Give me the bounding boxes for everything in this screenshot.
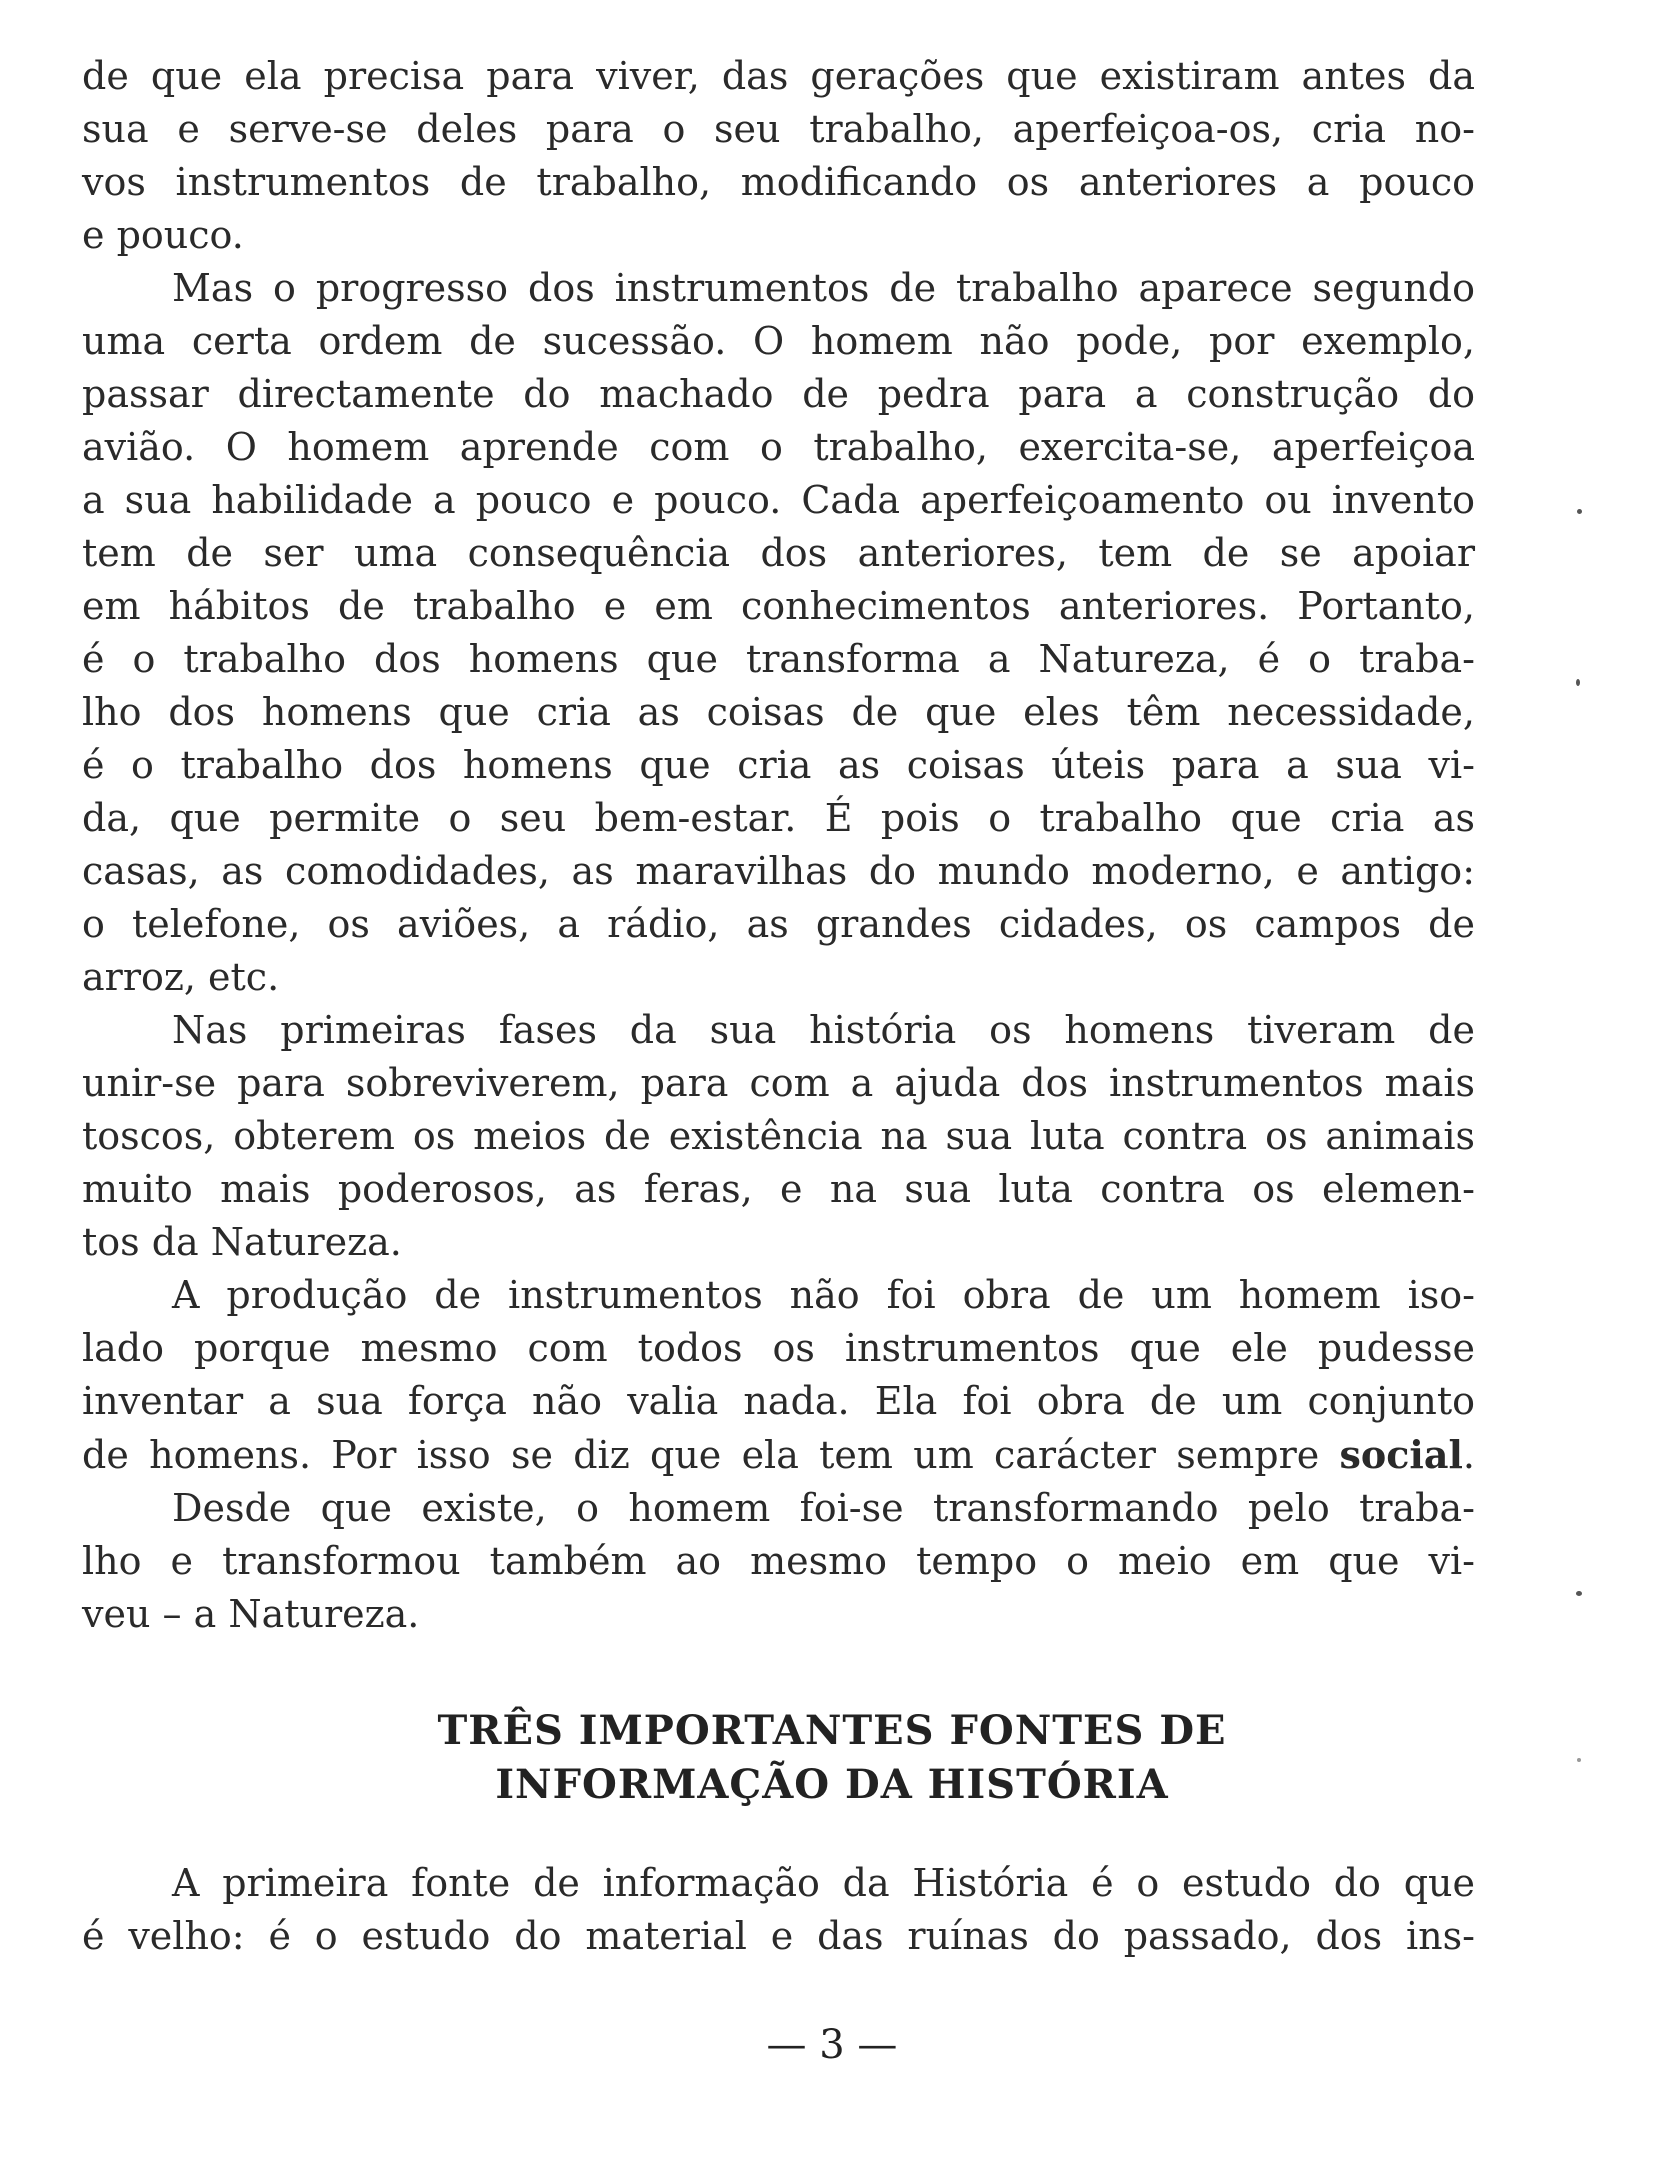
text-line: passar directamente do machado de pedra para a construção do [82,372,1475,416]
text-line: de que ela precisa para viver, das gerações que existiram antes da [82,54,1475,98]
text-line: muito mais poderosos, as feras, e na sua luta contra os elemen- [82,1167,1475,1211]
text-line: toscos, obterem os meios de existência na sua luta contra os animais [82,1114,1475,1158]
text-line-social [82,1428,1475,1482]
text-line: em hábitos de trabalho e em conhecimentos anteriores. Portanto, [82,584,1475,628]
heading-line-2: INFORMAÇÃO DA HISTÓRIA [495,1761,1169,1808]
text-line: arroz, etc. [82,955,280,999]
text-line: tem de ser uma consequência dos anteriores, tem de se apoiar [82,531,1475,575]
print-speck [1577,1758,1581,1762]
text-line: lho e transformou também ao mesmo tempo o meio em que vi- [82,1539,1475,1583]
text-line: Nas primeiras fases da sua história os homens tiveram de [172,1008,1475,1052]
heading-line-1: TRÊS IMPORTANTES FONTES DE [437,1707,1227,1754]
section-heading [0,1704,1664,1812]
text-line: casas, as comodidades, as maravilhas do mundo moderno, e antigo: [82,849,1475,893]
print-speck [1576,679,1580,686]
text-line: da, que permite o seu bem-estar. É pois o trabalho que cria as [82,796,1475,840]
text-line: unir-se para sobreviverem, para com a ajuda dos instrumentos mais [82,1061,1475,1105]
text-line: Mas o progresso dos instrumentos de trabalho aparece segundo [172,266,1475,310]
print-speck [1577,509,1582,514]
text-line: lho dos homens que cria as coisas de que eles têm necessidade, [82,690,1475,734]
text-line: A produção de instrumentos não foi obra de um homem iso- [172,1273,1475,1317]
text-line: uma certa ordem de sucessão. O homem não pode, por exemplo, [82,319,1475,363]
text-line: e pouco. [82,213,244,257]
text-line: veu – a Natureza. [82,1592,420,1636]
text-line: avião. O homem aprende com o trabalho, exercita-se, aperfeiçoa [82,425,1475,469]
text-line: é o trabalho dos homens que cria as coisas úteis para a sua vi- [82,743,1475,787]
print-speck [1576,1591,1582,1596]
section-text [82,1857,1475,1963]
text-line: a sua habilidade a pouco e pouco. Cada aperfeiçoamento ou invento [82,478,1475,522]
text-line: é velho: é o estudo do material e das ruínas do passado, dos ins- [82,1914,1475,1958]
text-line: é o trabalho dos homens que transforma a Natureza, é o traba- [82,637,1475,681]
page-number: — 3 — [766,2022,898,2068]
text-line: A primeira fonte de informação da História é o estudo do que [172,1861,1475,1905]
text-line: inventar a sua força não valia nada. Ela foi obra de um conjunto [82,1379,1475,1423]
main-text [82,50,1475,1641]
social-line-text: de homens. Por isso se diz que ela tem um carácter sempre [82,1433,1340,1477]
text-line: tos da Natureza. [82,1220,402,1264]
social-line-end: . [1462,1433,1475,1477]
text-line: vos instrumentos de trabalho, modificando os anteriores a pouco [82,160,1475,204]
text-line: lado porque mesmo com todos os instrumentos que ele pudesse [82,1326,1475,1370]
social-word: social [1339,1432,1463,1477]
text-line: o telefone, os aviões, a rádio, as grandes cidades, os campos de [82,902,1475,946]
text-line: Desde que existe, o homem foi-se transformando pelo traba- [172,1486,1475,1530]
text-line: sua e serve-se deles para o seu trabalho, aperfeiçoa-os, cria no- [82,107,1475,151]
